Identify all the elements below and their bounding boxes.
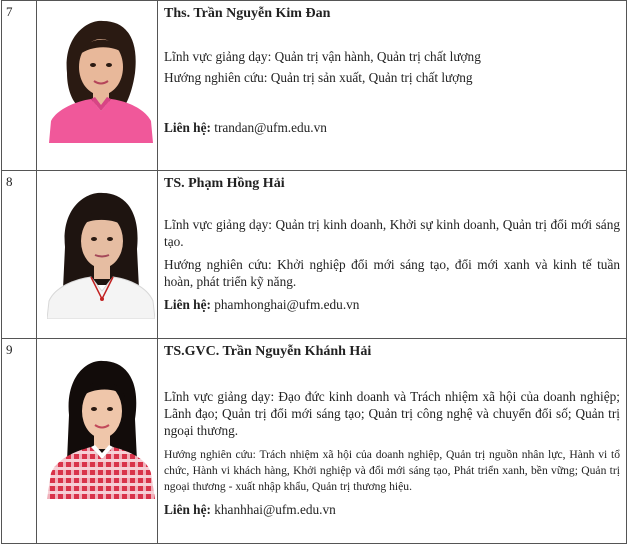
teaching-field: Lĩnh vực giảng dạy: Quản trị vận hành, Quản trị chất lượng bbox=[164, 49, 481, 64]
contact-email[interactable]: khanhhai@ufm.edu.vn bbox=[214, 502, 336, 517]
contact bbox=[164, 501, 620, 518]
staff-name: TS. Phạm Hồng Hải bbox=[164, 176, 285, 191]
table-row bbox=[2, 1, 627, 171]
table-row bbox=[2, 171, 627, 339]
row-index: 7 bbox=[2, 1, 37, 171]
staff-photo bbox=[47, 187, 155, 319]
staff-table bbox=[1, 0, 627, 544]
row-index: 9 bbox=[2, 339, 37, 544]
table-row bbox=[2, 339, 627, 544]
contact-label: Liên hệ: bbox=[164, 297, 211, 312]
staff-photo bbox=[47, 355, 155, 499]
contact bbox=[164, 296, 620, 313]
staff-photo-cell bbox=[37, 171, 158, 339]
contact-label: Liên hệ: bbox=[164, 502, 211, 517]
staff-name: TS.GVC. Trần Nguyễn Khánh Hải bbox=[164, 344, 372, 359]
staff-photo-cell bbox=[37, 1, 158, 171]
research-field: Hướng nghiên cứu: Quản trị sản xuất, Quản trị chất lượng bbox=[164, 70, 473, 85]
contact-label: Liên hệ: bbox=[164, 120, 211, 135]
staff-info bbox=[158, 1, 627, 171]
staff-info bbox=[158, 339, 627, 544]
staff-info bbox=[158, 171, 627, 339]
row-index: 8 bbox=[2, 171, 37, 339]
research-field: Hướng nghiên cứu: Khởi nghiệp đổi mới sáng tạo, đổi mới xanh và kinh tế tuần hoàn, phát triển kỹ năng. bbox=[164, 257, 620, 289]
staff-photo-cell bbox=[37, 339, 158, 544]
staff-photo bbox=[47, 15, 155, 143]
staff-name: Ths. Trần Nguyễn Kim Đan bbox=[164, 6, 331, 21]
contact-email[interactable]: trandan@ufm.edu.vn bbox=[214, 120, 327, 135]
contact-email[interactable]: phamhonghai@ufm.edu.vn bbox=[214, 297, 360, 312]
research-field: Hướng nghiên cứu: Trách nhiệm xã hội của doanh nghiệp, Quản trị nguồn nhân lực, Hành vi tổ chức, Hành vi khách hàng, Khởi nghiệp và đổi mới sáng tạo, Phát triển xanh, bền vững; Quản trị ngoại thương - xuất nhập khẩu, Quản trị thương hiệu. bbox=[164, 448, 620, 493]
contact bbox=[164, 119, 620, 136]
teaching-field: Lĩnh vực giảng dạy: Đạo đức kinh doanh và Trách nhiệm xã hội của doanh nghiệp; Lãnh đạo; Quản trị đổi mới sáng tạo; Quản trị công nghệ và chuyển đổi số; Quản trị ngoại thương. bbox=[164, 389, 620, 438]
teaching-field: Lĩnh vực giảng dạy: Quản trị kinh doanh, Khởi sự kinh doanh, Quản trị đổi mới sáng tạo. bbox=[164, 217, 620, 249]
